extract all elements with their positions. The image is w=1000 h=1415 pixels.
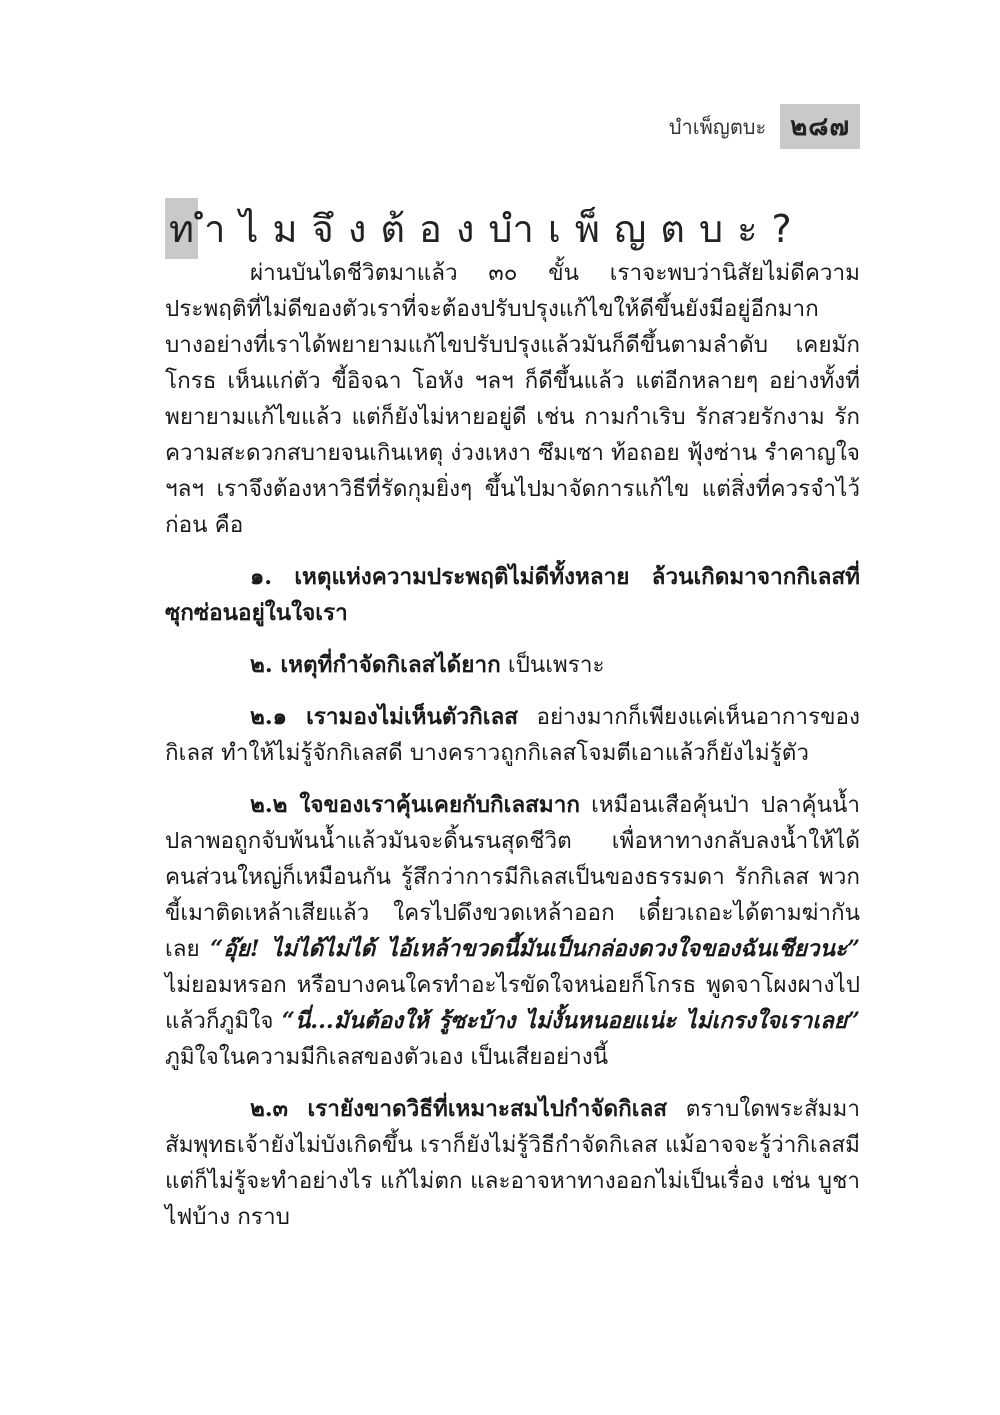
point-2-1-heading: ๒.๑ เรามองไม่เห็นตัวกิเลส — [250, 704, 518, 730]
point-2-3-heading: ๒.๓ เรายังขาดวิธีที่เหมาะสมไปกำจัดกิเลส — [250, 1096, 667, 1122]
point-2-text: เป็นเพราะ — [500, 652, 605, 678]
point-2-2-text-c: ภูมิใจในความมีกิเลสของตัวเอง เป็นเสียอย่างนี้ — [165, 1044, 609, 1070]
point-2-2-heading: ๒.๒ ใจของเราคุ้นเคยกับกิเลสมาก — [250, 792, 580, 818]
chapter-title — [165, 198, 806, 259]
point-2-2-quote-1: “อุ๊ย! ไม่ได้ไม่ได้ ไอ้เหล้าขวดนี้มันเป็นกล่องดวงใจของฉันเชียวนะ” — [210, 936, 860, 962]
page-header — [669, 104, 860, 149]
point-2-heading: ๒. เหตุที่กำจัดกิเลสได้ยาก — [250, 652, 501, 678]
chapter-title-initial: ท — [165, 198, 198, 259]
point-2-2-quote-2: “นี่...มันต้องให้ รู้ซะบ้าง ไม่งั้นหนอยแน่ะ ไม่เกรงใจเราเลย” — [281, 1008, 860, 1034]
point-2-3 — [165, 1091, 860, 1235]
point-2-3-text: ตราบใดพระสัมมาสัมพุทธเจ้ายังไม่บังเกิดขึ้น เราก็ยังไม่รู้วิธีกำจัดกิเลส แม้อาจจะรู้ว่ากิเลสมี แต่ก็ไม่รู้จะทำอย่างไร แก้ไม่ตก และอาจหาทางออกไม่เป็นเรื่อง เช่น บูชาไฟบ้าง กราบ — [165, 1096, 860, 1230]
running-title: บำเพ็ญตบะ — [668, 114, 767, 139]
point-2 — [165, 647, 860, 683]
chapter-title-text: ำไมจึงต้องบำเพ็ญตบะ? — [204, 207, 806, 251]
page-number: ๒๘๗ — [780, 104, 860, 149]
point-2-1-text: อย่างมากก็เพียงแค่เห็นอาการของกิเลส ทำให้ไม่รู้จักกิเลสดี บางคราวถูกกิเลสโจมตีเอาแล้วก็ยังไม่รู้ตัว — [165, 704, 861, 766]
point-2-2 — [165, 787, 860, 1075]
intro-paragraph: ผ่านบันไดชีวิตมาแล้ว ๓๐ ขั้น เราจะพบว่านิสัยไม่ดีความประพฤติที่ไม่ดีของตัวเราที่จะต้องปรับปรุงแก้ไขให้ดีขึ้นยังมีอยู่อีกมาก บางอย่างที่เราได้พยายามแก้ไขปรับปรุงแล้วมันก็ดีขึ้นตามลำดับ เคยมักโกรธ เห็นแก่ตัว ขี้อิจฉา โอหัง ฯลฯ ก็ดีขึ้นแล้ว แต่อีกหลายๆ อย่างทั้งที่พยายามแก้ไขแล้ว แต่ก็ยังไม่หายอยู่ดี เช่น กามกำเริบ รักสวยรักงาม รักความสะดวกสบายจนเกินเหตุ ง่วงเหงา ซึมเซา ท้อถอย ฟุ้งซ่าน รำคาญใจ ฯลฯ เราจึงต้องหาวิธีที่รัดกุมยิ่งๆ ขึ้นไปมาจัดการแก้ไข แต่สิ่งที่ควรจำไว้ก่อน คือ — [165, 260, 860, 538]
point-2-1 — [165, 699, 860, 771]
body-text — [165, 255, 860, 1251]
point-1: ๑. เหตุแห่งความประพฤติไม่ดีทั้งหลาย ล้วนเกิดมาจากกิเลสที่ซุกซ่อนอยู่ในใจเรา — [165, 564, 860, 626]
point-2-2-text-b: ไม่ยอมหรอก หรือบางคนใครทำอะไรขัดใจหน่อยก็โกรธ พูดจาโผงผางไปแล้วก็ภูมิใจ — [165, 972, 860, 1034]
point-2-2-text-a: เหมือนเสือคุ้นป่า ปลาคุ้นน้ำ ปลาพอถูกจับพ้นน้ำแล้วมันจะดิ้นรนสุดชีวิต เพื่อหาทางกลับลงน้ำให้ได้ คนส่วนใหญ่ก็เหมือนกัน รู้สึกว่าการมีกิเลสเป็นของธรรมดา รักกิเลส พวกขี้เมาติดเหล้าเสียแล้ว ใครไปดึงขวดเหล้าออก เดี๋ยวเถอะได้ตามฆ่ากันเลย — [165, 792, 860, 962]
